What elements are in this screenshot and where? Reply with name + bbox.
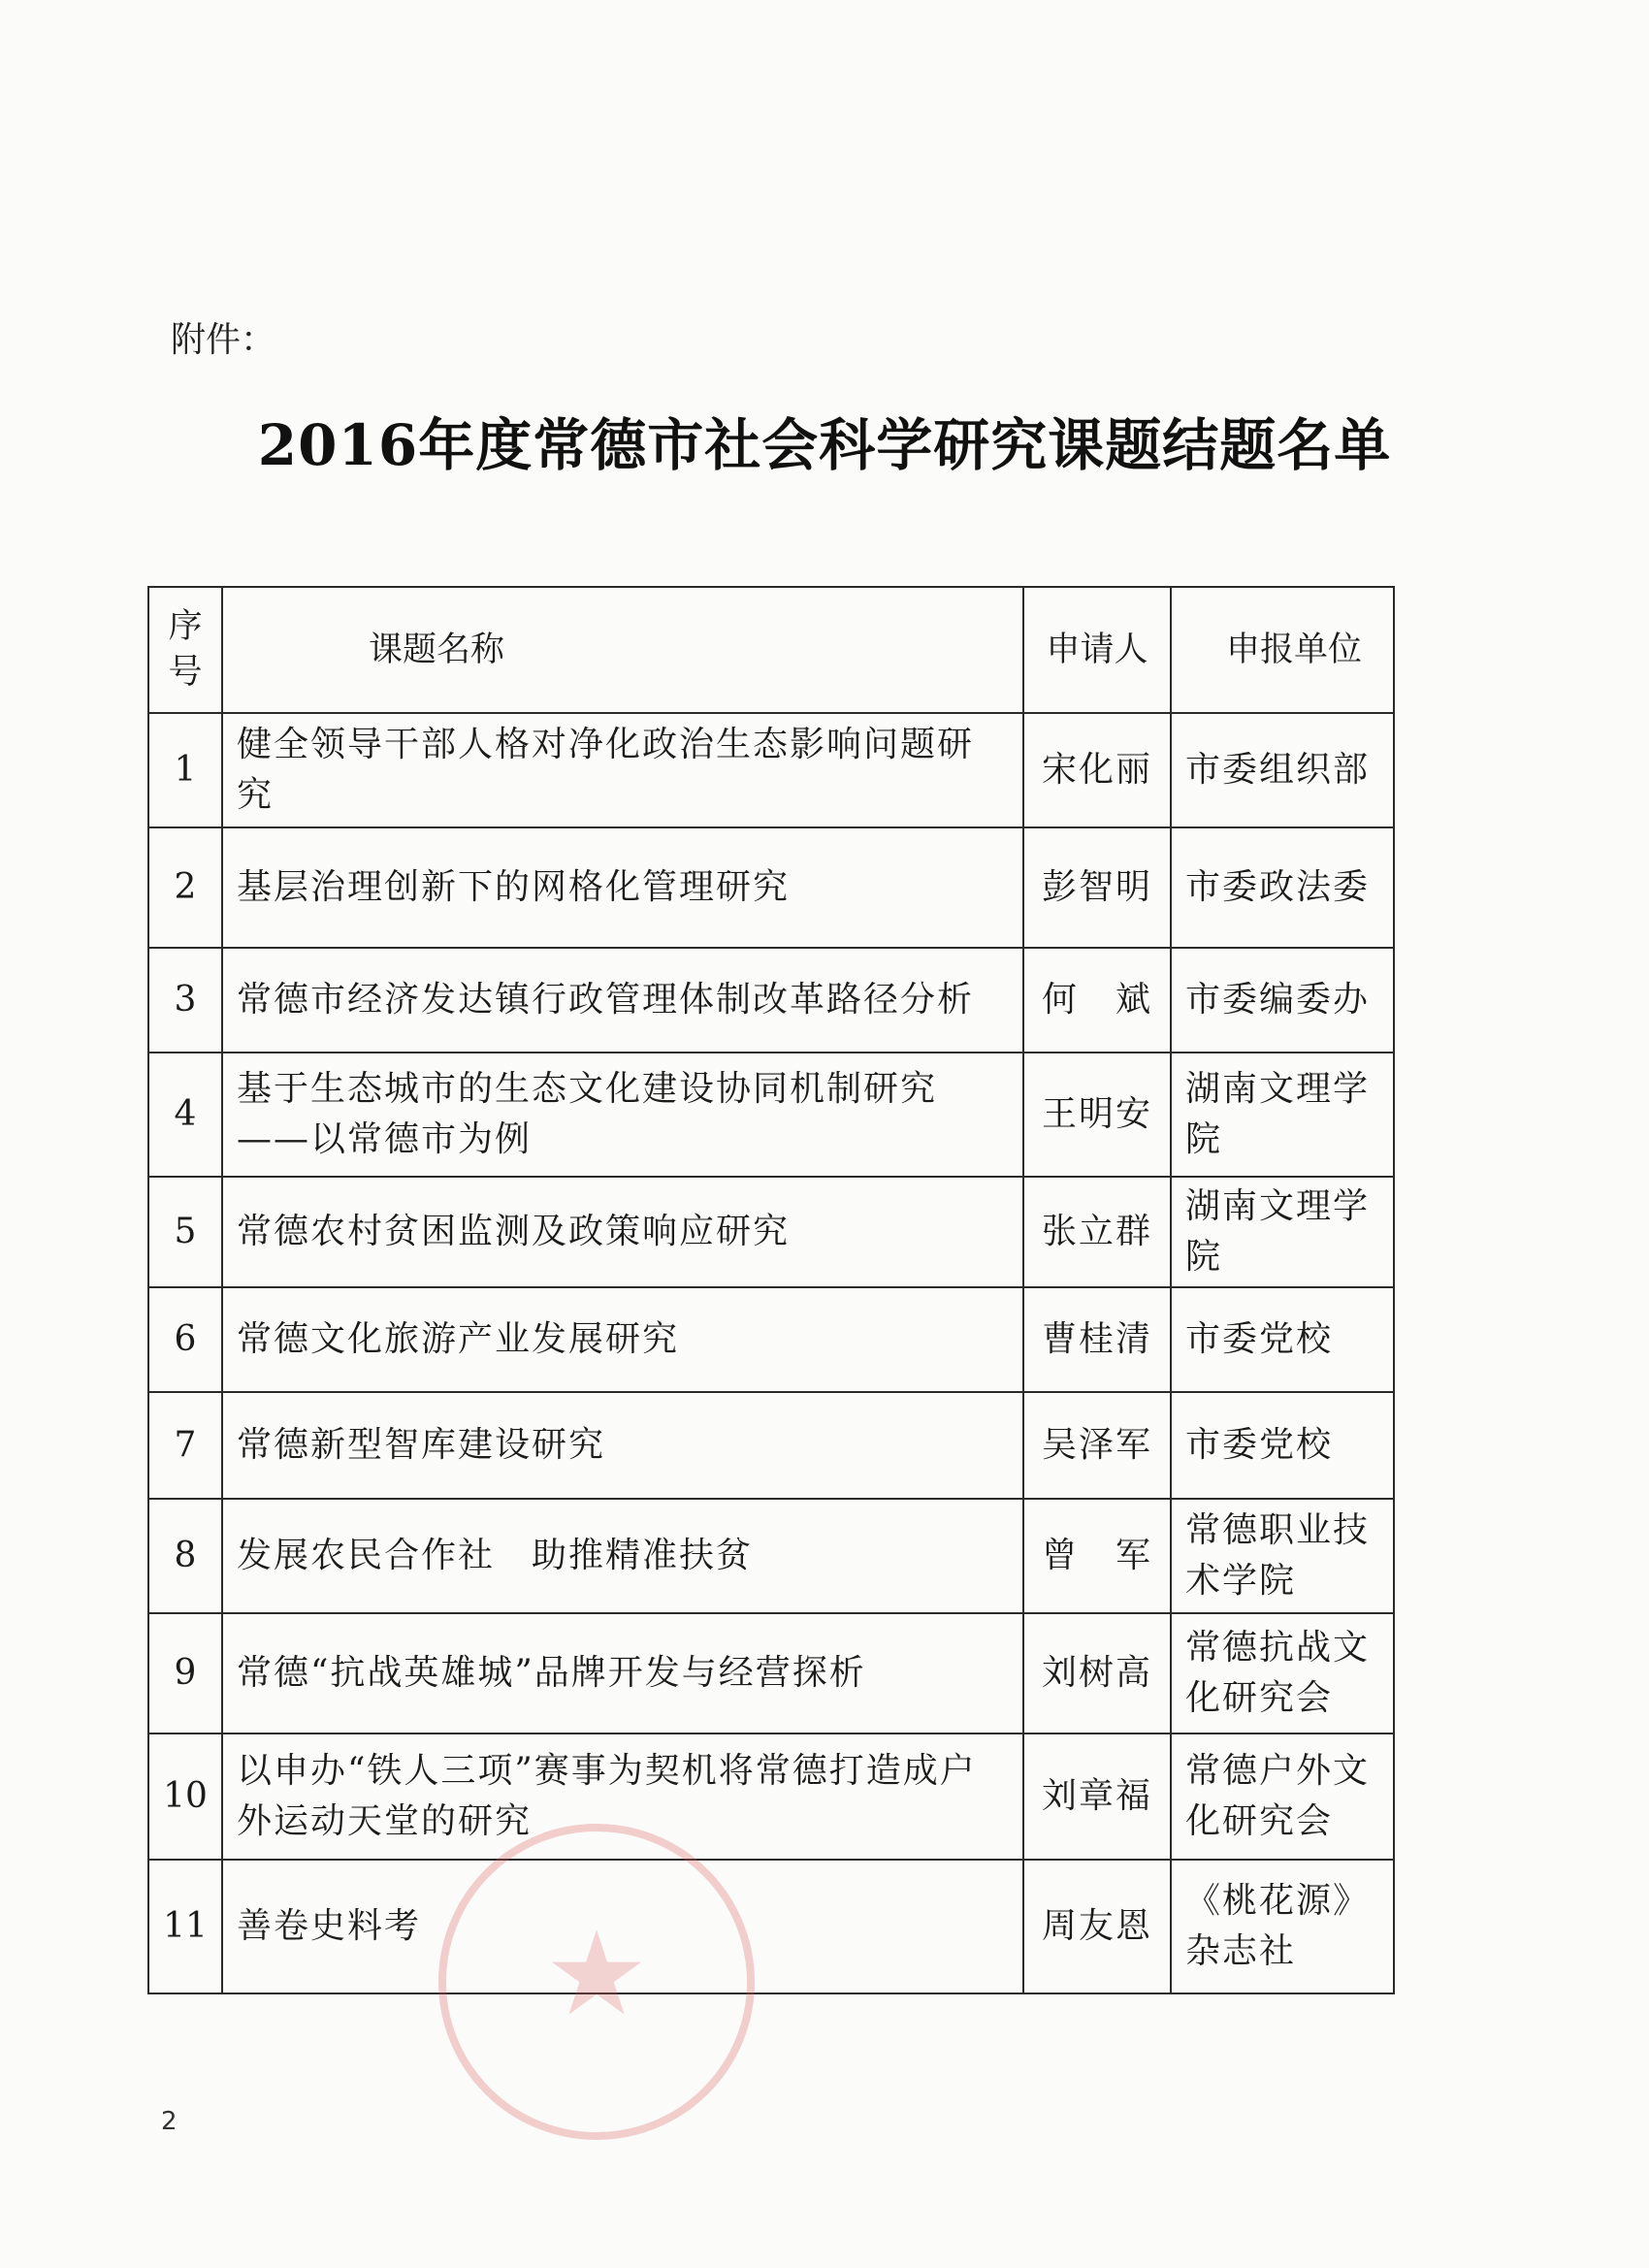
header-unit: 申报单位 bbox=[1171, 587, 1394, 713]
table-row bbox=[148, 713, 1394, 827]
row-unit: 湖南文理学院 bbox=[1171, 1177, 1394, 1287]
row-topic: 健全领导干部人格对净化政治生态影响问题研究 bbox=[222, 713, 1023, 827]
row-index: 11 bbox=[148, 1860, 222, 1993]
table-row bbox=[148, 827, 1394, 948]
row-topic: 善卷史料考 bbox=[222, 1860, 1023, 1993]
row-unit: 市委党校 bbox=[1171, 1392, 1394, 1499]
header-index-line1: 序 bbox=[168, 606, 203, 646]
row-index: 10 bbox=[148, 1733, 222, 1860]
table-row bbox=[148, 1053, 1394, 1177]
row-topic: 常德市经济发达镇行政管理体制改革路径分析 bbox=[222, 948, 1023, 1053]
row-applicant: 何 斌 bbox=[1023, 948, 1171, 1053]
row-applicant: 张立群 bbox=[1023, 1177, 1171, 1287]
row-index: 3 bbox=[148, 948, 222, 1053]
row-applicant: 曾 军 bbox=[1023, 1499, 1171, 1613]
row-applicant: 吴泽军 bbox=[1023, 1392, 1171, 1499]
row-index: 5 bbox=[148, 1177, 222, 1287]
row-topic: 以申办“铁人三项”赛事为契机将常德打造成户外运动天堂的研究 bbox=[222, 1733, 1023, 1860]
row-applicant: 曹桂清 bbox=[1023, 1287, 1171, 1392]
row-applicant: 刘树高 bbox=[1023, 1613, 1171, 1733]
row-topic: 常德文化旅游产业发展研究 bbox=[222, 1287, 1023, 1392]
header-topic: 课题名称 bbox=[222, 587, 1023, 713]
row-index: 7 bbox=[148, 1392, 222, 1499]
row-index: 8 bbox=[148, 1499, 222, 1613]
row-unit: 常德户外文化研究会 bbox=[1171, 1733, 1394, 1860]
table-row bbox=[148, 948, 1394, 1053]
row-index: 2 bbox=[148, 827, 222, 948]
row-applicant: 王明安 bbox=[1023, 1053, 1171, 1177]
row-index: 9 bbox=[148, 1613, 222, 1733]
row-applicant: 彭智明 bbox=[1023, 827, 1171, 948]
table-row bbox=[148, 1177, 1394, 1287]
row-unit: 市委编委办 bbox=[1171, 948, 1394, 1053]
header-applicant: 申请人 bbox=[1023, 587, 1171, 713]
row-unit: 市委政法委 bbox=[1171, 827, 1394, 948]
row-applicant: 刘章福 bbox=[1023, 1733, 1171, 1860]
table-row bbox=[148, 1287, 1394, 1392]
row-index: 1 bbox=[148, 713, 222, 827]
results-table bbox=[147, 586, 1395, 1994]
row-applicant: 宋化丽 bbox=[1023, 713, 1171, 827]
row-unit: 《桃花源》杂志社 bbox=[1171, 1860, 1394, 1993]
table-row bbox=[148, 1499, 1394, 1613]
row-topic: 基于生态城市的生态文化建设协同机制研究——以常德市为例 bbox=[222, 1053, 1023, 1177]
table-row bbox=[148, 1733, 1394, 1860]
row-unit: 湖南文理学院 bbox=[1171, 1053, 1394, 1177]
attachment-label: 附件： bbox=[171, 320, 276, 360]
row-unit: 常德职业技术学院 bbox=[1171, 1499, 1394, 1613]
header-index-line2: 号 bbox=[168, 653, 203, 692]
row-topic: 基层治理创新下的网格化管理研究 bbox=[222, 827, 1023, 948]
row-topic: 常德“抗战英雄城”品牌开发与经营探析 bbox=[222, 1613, 1023, 1733]
document-title: 2016年度常德市社会科学研究课题结题名单 bbox=[257, 412, 1392, 478]
header-index bbox=[148, 587, 222, 713]
row-topic: 常德新型智库建设研究 bbox=[222, 1392, 1023, 1499]
row-unit: 市委组织部 bbox=[1171, 713, 1394, 827]
row-index: 6 bbox=[148, 1287, 222, 1392]
row-unit: 常德抗战文化研究会 bbox=[1171, 1613, 1394, 1733]
table-header-row bbox=[148, 587, 1394, 713]
row-topic: 常德农村贫困监测及政策响应研究 bbox=[222, 1177, 1023, 1287]
row-index: 4 bbox=[148, 1053, 222, 1177]
page-number: 2 bbox=[161, 2107, 178, 2136]
row-applicant: 周友恩 bbox=[1023, 1860, 1171, 1993]
row-unit: 市委党校 bbox=[1171, 1287, 1394, 1392]
table-row bbox=[148, 1860, 1394, 1993]
row-topic: 发展农民合作社 助推精准扶贫 bbox=[222, 1499, 1023, 1613]
table-row bbox=[148, 1613, 1394, 1733]
table-row bbox=[148, 1392, 1394, 1499]
